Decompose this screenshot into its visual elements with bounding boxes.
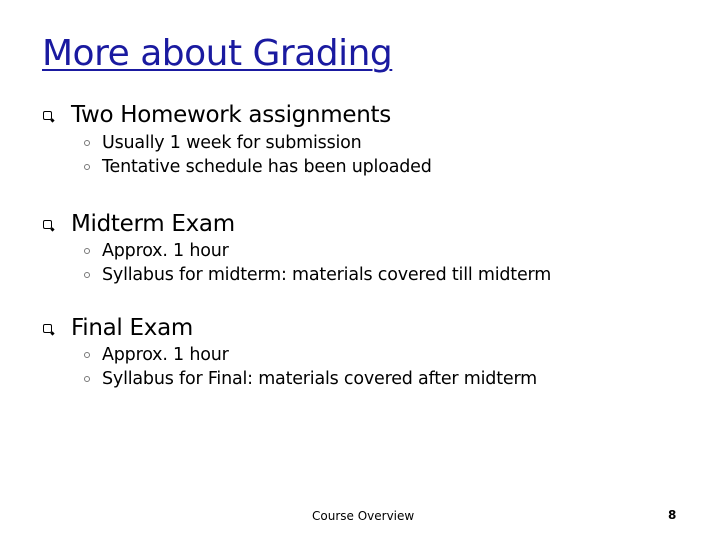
sub-bullet-text: Syllabus for Final: materials covered after midterm [102,369,537,389]
sub-bullet-text: Tentative schedule has been uploaded [102,157,432,177]
circle-bullet-icon [84,248,90,254]
sub-bullet-item [84,241,229,261]
page-number: 8 [668,508,677,522]
square-bullet-icon [43,111,52,120]
bullet-item [43,102,391,128]
bullet-item [43,211,235,237]
circle-bullet-icon [84,352,90,358]
bullet-text: Two Homework assignments [71,102,391,128]
square-bullet-icon [43,220,52,229]
sub-bullet-text: Approx. 1 hour [102,241,229,261]
sub-bullet-item [84,157,432,177]
circle-bullet-icon [84,140,90,146]
footer-text: Course Overview [312,509,415,523]
slide-title: More about Grading [42,33,393,74]
sub-bullet-item [84,369,537,389]
bullet-text: Midterm Exam [71,211,235,237]
bullet-text: Final Exam [71,315,193,341]
circle-bullet-icon [84,376,90,382]
sub-bullet-item [84,133,362,153]
circle-bullet-icon [84,164,90,170]
sub-bullet-item [84,265,551,285]
circle-bullet-icon [84,272,90,278]
sub-bullet-text: Syllabus for midterm: materials covered till midterm [102,265,552,285]
sub-bullet-text: Approx. 1 hour [102,345,229,365]
sub-bullet-item [84,345,229,365]
bullet-item [43,315,193,341]
square-bullet-icon [43,324,52,333]
sub-bullet-text: Usually 1 week for submission [102,133,362,153]
